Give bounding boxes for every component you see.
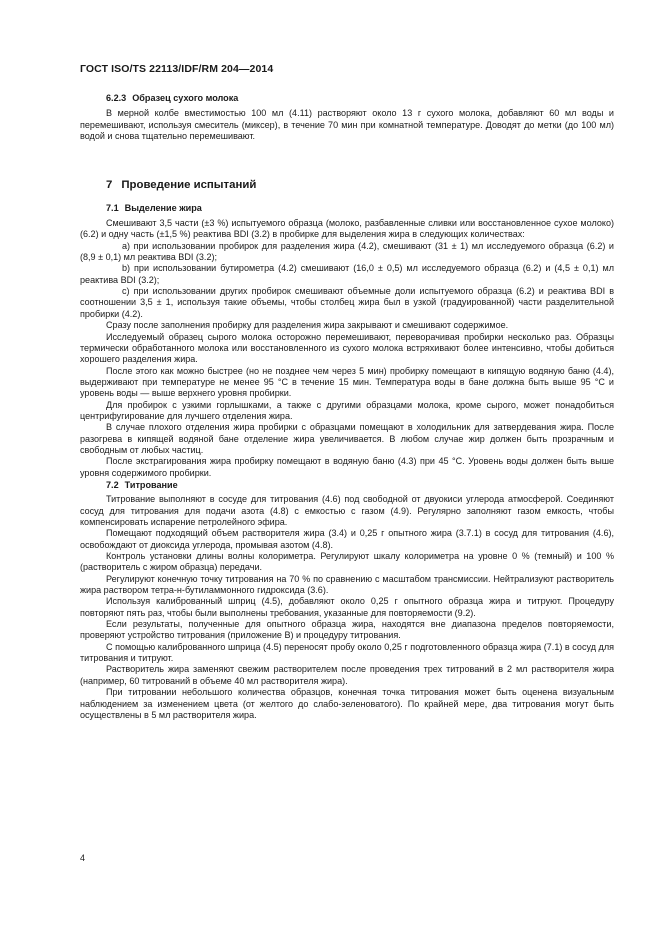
paragraph: Контроль установки длины волны колориметра. Регулируют шкалу колориметра на уровне 0 % (темный) и 100 % (растворитель с жиром образца) передачи. bbox=[80, 551, 614, 573]
paragraph: Помещают подходящий объем растворителя жира (3.4) и 0,25 г опытного жира (3.7.1) в сосуд для титрования (4.6), освобождают от диоксида углерода, промывая азотом (4.8). bbox=[80, 528, 614, 550]
document-body bbox=[80, 93, 614, 721]
section-number: 6.2.3 bbox=[106, 93, 127, 103]
paragraph: Используя калиброванный шприц (4.5), добавляют около 0,25 г опытного образца жира и титруют. Процедуру повторяют пять раз, чтобы были выполнены требования, указанные для повторяемости (9.2). bbox=[80, 596, 614, 618]
paragraph: Сразу после заполнения пробирку для разделения жира закрывают и смешивают содержимое. bbox=[106, 320, 509, 331]
paragraph: Регулируют конечную точку титрования на 70 % по сравнению с масштабом трансмиссии. Нейтрализуют растворитель жира раствором тетра-н-бутиламмонного гидроксида (3.6). bbox=[80, 573, 614, 596]
section-heading-7-2 bbox=[80, 480, 614, 491]
paragraph: Исследуемый образец сырого молока осторожно перемешивают, переворачивая пробирки несколько раз. Образцы термически обработанного молока или восстановленного из сухого молока встряхивают более интенсивно, чтобы добиться хорошего разделения жира. bbox=[80, 331, 614, 365]
paragraph: После экстрагирования жира пробирку помещают в водяную баню (4.3) при 45 °C. Уровень воды должен быть выше уровня содержимого пробирки. bbox=[80, 456, 614, 478]
section-heading-7 bbox=[80, 180, 614, 191]
paragraph: После этого как можно быстрее (но не позднее чем через 5 мин) пробирку помещают в кипящую водяную баню (4.4), выдерживают при температуре не менее 95 °C в течение 15 мин. Температура воды в бане должна быть выше 95 °C и уровень воды — выше верхнего уровня пробирки. bbox=[80, 365, 614, 399]
paragraph: В случае плохого отделения жира пробирки с образцами помещают в холодильник для затвердевания жира. После разогрева в кипящей водяной бане отделение жира увеличивается. В любом случае жир должен быть прозрачным и свободным от любых частиц. bbox=[80, 422, 614, 455]
list-item-a: a) при использовании пробирок для разделения жира (4.2), смешивают (31 ± 1) мл исследуемого образца (6.2) и (8,9 ± 0,1) мл реактива BDI (3.2); bbox=[80, 240, 614, 263]
section-number: 7.2 bbox=[106, 479, 119, 490]
paragraph: В мерной колбе вместимостью 100 мл (4.11) растворяют около 13 г сухого молока, добавляют 60 мл воды и перемешивают, используя смеситель (миксер), в течение 70 мин при комнатной температуре. Доводят до метки (до 100 мл) водой и снова тщательно перемешивают. bbox=[80, 108, 614, 142]
section-number: 7 bbox=[106, 179, 113, 192]
paragraph: Смешивают 3,5 части (±3 %) испытуемого образца (молоко, разбавленные сливки или восстановленное сухое молоко) (6.2) и одну часть (±1,5 %) реактива BDI (3.2) в пробирке для выделения жира в следующих количествах: bbox=[80, 218, 614, 240]
section-title: Образец сухого молока bbox=[132, 93, 239, 103]
section-title: Проведение испытаний bbox=[121, 179, 257, 192]
section-title: Выделение жира bbox=[124, 202, 202, 213]
page-number: 4 bbox=[80, 853, 86, 863]
paragraph: При титровании небольшого количества образцов, конечная точка титрования может быть оценена визуальным наблюдением за изменением цвета (от желтого до слабо-зеленоватого). По крайней мере, два титрования могут быть осуществлены в 5 мл растворителя жира. bbox=[80, 687, 614, 720]
list-item-b: b) при использовании бутирометра (4.2) смешивают (16,0 ± 0,5) мл исследуемого образца (6.2) и (4,5 ± 0,1) мл реактива BDI (3.2); bbox=[80, 263, 614, 285]
paragraph: Для пробирок с узкими горлышками, а также с другими образцами молока, кроме сырого, может понадобиться центрифугирование для лучшего отделения жира. bbox=[80, 399, 614, 421]
section-heading-6-2-3 bbox=[80, 93, 614, 104]
document-header: ГОСТ ISO/TS 22113/IDF/RM 204—2014 bbox=[80, 63, 274, 75]
paragraph: Растворитель жира заменяют свежим растворителем после проведения трех титрований в 2 мл растворителя жира (например, 60 титрований в объеме 40 мл растворителя жира). bbox=[80, 664, 614, 686]
section-number: 7.1 bbox=[106, 202, 119, 213]
section-heading-7-1 bbox=[80, 203, 614, 214]
paragraph: Если результаты, полученные для опытного образца жира, находятся вне диапазона пределов повторяемости, проверяют устройство титрования (приложение В) и процедуру титрования. bbox=[80, 619, 614, 641]
list-item-c: c) при использовании других пробирок смешивают объемные доли испытуемого образца (6.2) и реактива BDI в соотношении 3,5 ± 1, используя такие объемы, чтобы столбец жира был в узкой (градуированной) части разделительной пробирки (4.2). bbox=[80, 286, 614, 319]
section-title: Титрование bbox=[124, 479, 178, 490]
paragraph: С помощью калиброванного шприца (4.5) переносят пробу около 0,25 г подготовленного образца жира (7.1) в сосуд для титрования и титруют. bbox=[80, 641, 614, 664]
paragraph: Титрование выполняют в сосуде для титрования (4.6) под свободной от двуокиси углерода атмосферой. Соединяют сосуд для титрования для подачи азота (4.8) с емкостью с газом (4.9). Регулярно заполняют газом емкость, чтобы компенсировать испарение петролейного эфира. bbox=[80, 494, 614, 527]
